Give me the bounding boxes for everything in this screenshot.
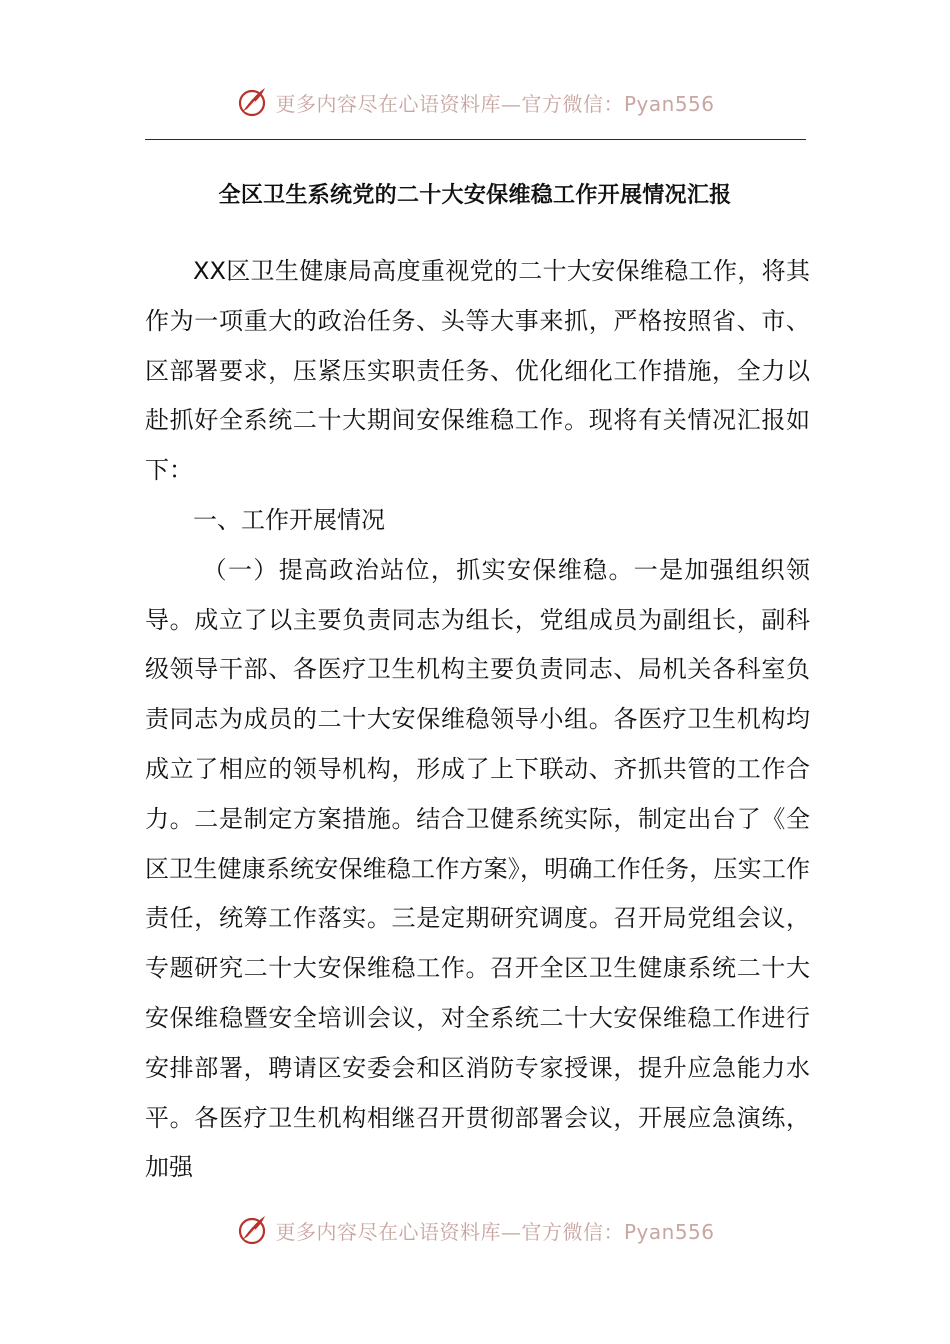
watermark-wechat-id: Pyan556 (623, 1219, 715, 1244)
document-title: 全区卫生系统党的二十大安保维稳工作开展情况汇报 (218, 183, 732, 208)
watermark-text (275, 88, 714, 117)
header-divider (145, 139, 806, 140)
watermark-text-cn: 更多内容尽在心语资料库—官方微信： (275, 91, 624, 116)
section-heading-1: 一、工作开展情况 (193, 505, 385, 534)
quill-circle-icon (235, 1213, 269, 1247)
watermark-wechat-id: Pyan556 (623, 91, 715, 116)
quill-circle-icon (235, 85, 269, 119)
document-body (145, 247, 810, 1193)
footer-watermark (0, 1210, 950, 1250)
watermark-text (275, 1216, 714, 1245)
body-paragraph-intro: XX区卫生健康局高度重视党的二十大安保维稳工作，将其作为一项重大的政治任务、头等大事来抓，严格按照省、市、区部署要求，压紧压实职责任务、优化细化工作措施，全力以赴抓好全系统二十大期间安保维稳工作。现将有关情况汇报如下： (145, 257, 810, 485)
body-paragraph-subsection-1: （一）提高政治站位，抓实安保维稳。一是加强组织领导。成立了以主要负责同志为组长，党组成员为副组长，副科级领导干部、各医疗卫生机构主要负责同志、局机关各科室负责同志为成员的二十大安保维稳领导小组。各医疗卫生机构均成立了相应的领导机构，形成了上下联动、齐抓共管的工作合力。二是制定方案措施。结合卫健系统实际，制定出台了《全区卫生健康系统安保维稳工作方案》，明确工作任务，压实工作责任，统筹工作落实。三是定期研究调度。召开局党组会议，专题研究二十大安保维稳工作。召开全区卫生健康系统二十大安保维稳暨安全培训会议，对全系统二十大安保维稳工作进行安排部署，聘请区安委会和区消防专家授课，提升应急能力水平。各医疗卫生机构相继召开贯彻部署会议，开展应急演练，加强 (145, 555, 810, 1182)
watermark-text-cn: 更多内容尽在心语资料库—官方微信： (275, 1219, 624, 1244)
header-watermark (0, 82, 950, 122)
